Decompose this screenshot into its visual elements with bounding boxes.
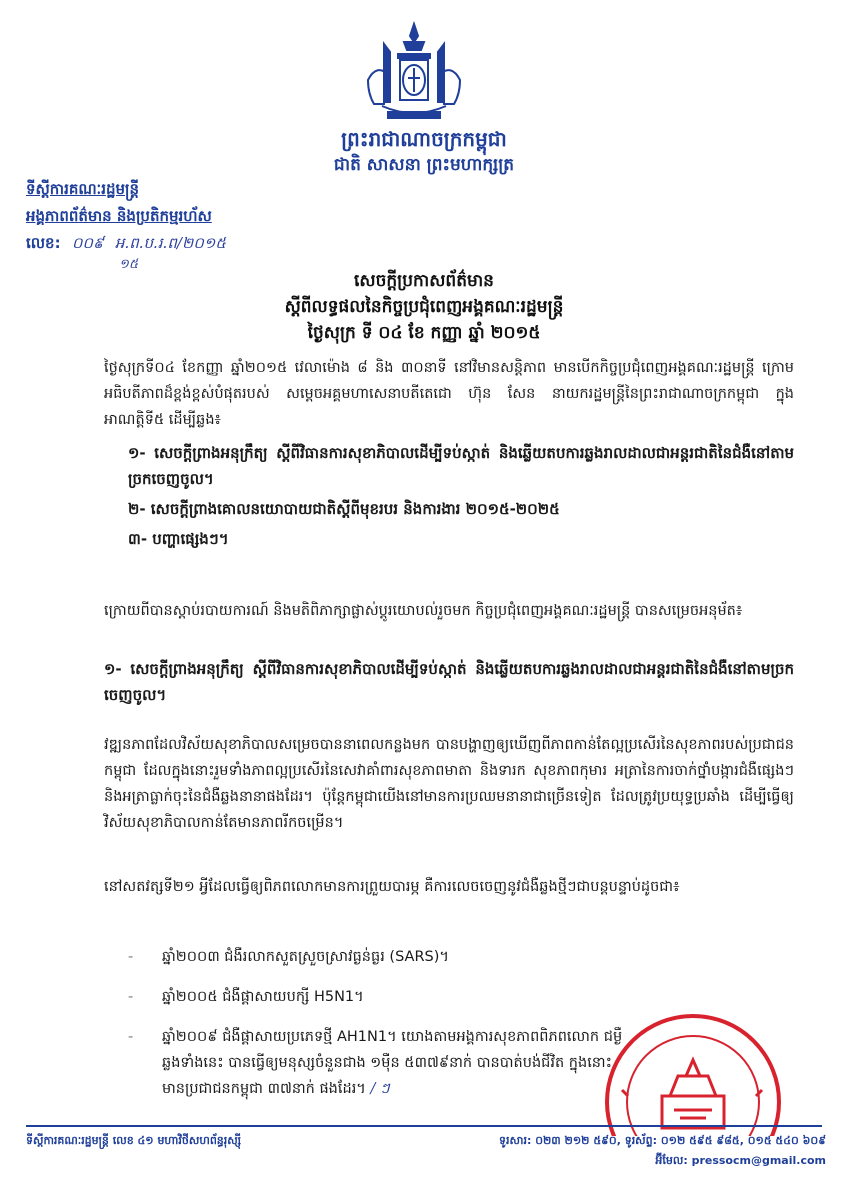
reference-label: លេខ: (26, 234, 61, 252)
reference-handwritten-number: ០០៩ (71, 234, 104, 252)
official-seal (602, 1010, 784, 1136)
century-paragraph: នៅសតវត្សទី២១ អ្វីដែលធ្វើឲ្យពិភពលោកមានការព្រួយបារម្ភ គឺការលេចចេញនូវជំងឺឆ្លងថ្មីៗជាបន្តបន្ទាប់ដូចជា៖ (104, 879, 680, 895)
footer-rule (26, 1125, 822, 1127)
dash-icon: - (128, 1029, 134, 1045)
reference-number (26, 234, 226, 272)
footer-address: ទីស្តីការគណៈរដ្ឋមន្ត្រី លេខ ៤១ មហាវិថីសហព័ន្ធរុស្ស៊ី (26, 1134, 242, 1147)
agenda-item-1: ១- សេចក្តីព្រាងអនុក្រឹត្យ ស្តីពីវិធានការសុខាភិបាលដើម្បីទប់ស្កាត់ និងឆ្លើយតបការឆ្លងរាលដាលជាអន្តរជាតិនៃជំងឺនៅតាមច្រកចេញចូល។ (128, 444, 794, 488)
doc-date: ថ្ងៃសុក្រ ទី ០៤ ខែ កញ្ញា ឆ្នាំ ២០១៥ (307, 323, 541, 343)
decision-heading: ១- សេចក្តីព្រាងអនុក្រឹត្យ ស្តីពីវិធានការសុខាភិបាលដើម្បីទប់ស្កាត់ និងឆ្លើយតបការឆ្លងរាលដាលជាអន្តរជាតិនៃជំងឺនៅតាមច្រកចេញចូល។ (104, 660, 794, 704)
footer-email-row (466, 1154, 826, 1170)
outbreak-sars: ឆ្នាំ២០០៣ ជំងឺរលាកសួតស្រួចស្រាវធ្ងន់ធ្ងរ (SARS)។ (162, 949, 449, 965)
after-paragraph: ក្រោយពីបានស្តាប់របាយការណ៍ និងមតិពិភាក្សាផ្លាស់ប្តូរយោបល់រួចមក កិច្ចប្រជុំពេញអង្គគណៈរដ្ឋមន្ត្រី បានសម្រេចអនុម័ត៖ (104, 603, 743, 619)
doc-title: សេចក្តីប្រកាសព័ត៌មាន (354, 271, 494, 291)
footer-email[interactable]: pressocm@gmail.com (691, 1154, 826, 1167)
intro-paragraph: ថ្ងៃសុក្រទី០៤ ខែកញ្ញា ឆ្នាំ២០១៥ វេលាម៉ោង ៨ និង ៣០នាទី នៅវិមានសន្តិភាព មានបើកកិច្ចប្រជុំពេញអង្គគណៈរដ្ឋមន្ត្រី ក្រោមអធិបតីភាពដ៏ខ្ពង់ខ្ពស់បំផុតរបស់ សម្តេចអគ្គមហាសេនាបតីតេជោ ហ៊ុន សែន នាយករដ្ឋមន្ត្រីនៃព្រះរាជាណាចក្រកម្ពុជា ក្នុងអាណត្តិទី៥ ដើម្បីឆ្លង៖ (104, 360, 794, 428)
dash-icon: - (128, 989, 134, 1005)
page-marker: / ៗ (370, 1081, 390, 1097)
reference-handwritten-suffix: អ.ព.ប.រ.ព/២០១៥ (114, 234, 226, 252)
footer-phones: ទូរសារ: ០២៣ ២១២ ៥៩០, ទូរស័ព្ទ: ០១២ ៥៩៥ ៩៨៥, ០១៥ ៥៤០ ៦០៩ (499, 1134, 826, 1147)
issuer-office: ទីស្តីការគណៈរដ្ឋមន្ត្រី (26, 180, 140, 198)
royal-emblem (358, 20, 470, 125)
footer-email-label: អ៊ីមែល: (655, 1154, 688, 1167)
health-paragraph: វឌ្ឍនភាពដែលវិស័យសុខាភិបាលសម្រេចបាននាពេលកន្លងមក បានបង្ហាញឲ្យឃើញពីភាពកាន់តែល្អប្រសើរនៃសុខភាពរបស់ប្រជាជនកម្ពុជា ដែលក្នុងនោះរួមទាំងភាពល្អប្រសើរនៃសេវាគាំពារសុខភាពមាតា និងទារក សុខភាពកុមារ អត្រានៃការចាក់ថ្នាំបង្ការជំងឺផ្សេងៗ និងអត្រាធ្លាក់ចុះនៃជំងឺឆ្លងនានាផងដែរ។ ប៉ុន្តែកម្ពុជាយើងនៅមានការប្រឈមនានាជាច្រើនទៀត ដែលត្រូវប្រយុទ្ធប្រឆាំង ដើម្បីធ្វើឲ្យវិស័យសុខាភិបាលកាន់តែមានភាពរីកចម្រើន។ (104, 737, 794, 831)
reference-handwritten-under: ១៥ (119, 257, 139, 272)
dash-icon: - (128, 949, 134, 965)
kingdom-title: ព្រះរាជាណាចក្រកម្ពុជា (341, 127, 507, 151)
issuer-unit: អង្គភាពព័ត៌មាន និងប្រតិកម្មរហ័ស (26, 207, 212, 225)
list-item (128, 984, 788, 1010)
agenda-item-2: ២- សេចក្តីព្រាងគោលនយោបាយជាតិស្តីពីមុខរបរ និងការងារ ២០១៥-២០២៥ (128, 500, 560, 518)
list-item (128, 1024, 632, 1102)
list-item (128, 944, 788, 970)
footer-contacts (466, 1134, 826, 1170)
national-motto: ជាតិ សាសនា ព្រះមហាក្សត្រ (333, 155, 515, 175)
doc-subtitle: ស្តីពីលទ្ធផលនៃកិច្ចប្រជុំពេញអង្គគណៈរដ្ឋមន្ត្រី (284, 297, 564, 317)
agenda-list (128, 440, 794, 552)
outbreak-ah1n1: ឆ្នាំ២០០៩ ជំងឺផ្តាសាយប្រភេទថ្មី AH1N1។ យោងតាមអង្គការសុខភាពពិភពលោក ជម្ងឺឆ្លងទាំងនេះ បានធ្វើឲ្យមនុស្សចំនួនជាង ១ម៉ឺន ៥៣៧៩នាក់ បានបាត់បង់ជីវិត ក្នុងនោះមានប្រជាជនកម្ពុជា ៣៧នាក់ ផងដែរ។ (162, 1029, 623, 1097)
agenda-item-3: ៣- បញ្ហាផ្សេងៗ។ (128, 530, 229, 548)
outbreak-h5n1: ឆ្នាំ២០០៥ ជំងឺផ្តាសាយបក្សី H5N1។ (162, 989, 364, 1005)
